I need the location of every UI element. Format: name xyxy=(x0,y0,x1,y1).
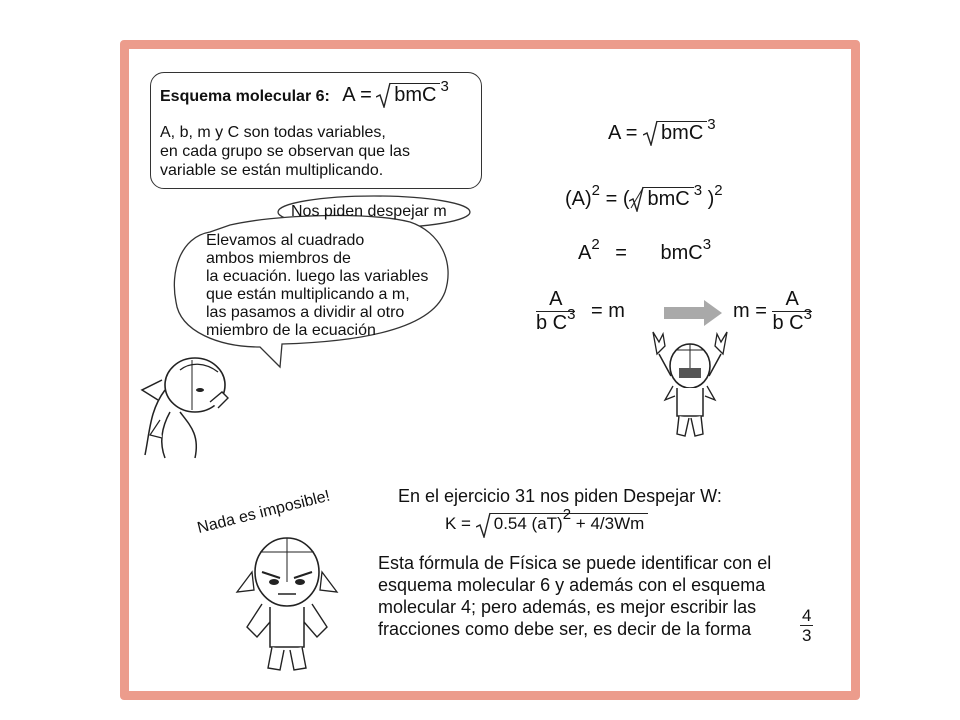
para-line-3: molecular 4; pero además, es mejor escribir las xyxy=(378,597,757,617)
k-exp: 2 xyxy=(562,506,572,523)
frac-num: 4 xyxy=(802,606,812,625)
bubble-line-1: Elevamos al cuadrado xyxy=(206,232,365,249)
step5-fraction xyxy=(772,288,811,335)
step5-den-exp: 3 xyxy=(803,306,812,323)
step4-den: b C xyxy=(536,312,568,334)
step3 xyxy=(578,236,712,265)
step4 xyxy=(536,288,625,335)
step2-close-exp: 2 xyxy=(714,182,723,199)
k-radicand: 0.54 (aT) xyxy=(493,514,563,533)
step1-lhs: A = xyxy=(608,122,638,144)
bubble-line-3: la ecuación. luego las variables xyxy=(206,268,429,285)
step1 xyxy=(608,116,716,145)
exercise-paragraph xyxy=(378,552,771,640)
step3-a-exp: 2 xyxy=(591,236,600,253)
step2-close: ) xyxy=(707,188,715,210)
step2-root xyxy=(629,182,703,211)
para-line-1: Esta fórmula de Física se puede identificar con el xyxy=(378,553,772,573)
step3-rhs-exp: 3 xyxy=(702,236,712,253)
scheme-line-3: variable se están multiplicando. xyxy=(160,162,384,179)
bubble-big-text xyxy=(206,232,428,340)
character-determined-illustration xyxy=(232,532,342,672)
step1-root xyxy=(643,116,716,145)
step3-rhs: bmC xyxy=(660,242,703,264)
scheme-line-2: en cada grupo se observan que las xyxy=(160,143,410,160)
character-cheering-illustration xyxy=(645,328,735,443)
k-formula xyxy=(445,506,648,534)
exercise-intro: En el ejercicio 31 nos piden Despejar W: xyxy=(398,486,722,506)
step4-fraction xyxy=(536,288,575,335)
k-rest: + 4/3Wm xyxy=(575,514,645,533)
step5 xyxy=(733,288,812,335)
k-lhs: K = xyxy=(445,514,471,533)
character-thinking-illustration xyxy=(140,350,240,460)
step3-a: A xyxy=(578,242,592,264)
scheme-formula-root xyxy=(376,78,449,107)
bubble-line-6: miembro de la ecuación xyxy=(206,322,376,339)
k-root xyxy=(476,506,649,534)
step5-num: A xyxy=(772,288,811,312)
step2-radicand: bmC xyxy=(643,187,693,210)
bubble-line-4: que están multiplicando a m, xyxy=(206,286,410,303)
para-line-2: esquema molecular 6 y además con el esquema xyxy=(378,575,766,595)
step2-a-exp: 2 xyxy=(591,182,601,199)
step3-eq: = xyxy=(615,242,627,264)
step4-num: A xyxy=(536,288,575,312)
bubble-small-text: Nos piden despejar m xyxy=(291,203,447,220)
scheme-title-row xyxy=(160,78,449,107)
step4-eq: = m xyxy=(591,299,625,322)
step5-den: b C xyxy=(772,312,804,334)
step2 xyxy=(565,182,723,211)
step4-den-exp: 3 xyxy=(567,306,576,323)
step2-rad-exp: 3 xyxy=(693,182,703,199)
step1-exp: 3 xyxy=(707,116,716,133)
scheme-formula-radicand: bmC xyxy=(390,83,440,106)
bubble-line-5: las pasamos a dividir al otro xyxy=(206,304,405,321)
nada-caption: Nada es imposible! xyxy=(195,487,332,538)
scheme-formula-lhs: A = xyxy=(342,84,372,106)
para-line-4: fracciones como debe ser, es decir de la forma xyxy=(378,619,752,639)
frac-den: 3 xyxy=(802,626,812,645)
scheme-title: Esquema molecular 6: xyxy=(160,88,330,105)
arrow-right-icon xyxy=(664,300,724,326)
k-radicand-main xyxy=(490,506,649,533)
step5-lhs: m = xyxy=(733,299,767,322)
bubble-line-2: ambos miembros de xyxy=(206,250,351,267)
step2-eq: = ( xyxy=(605,188,630,210)
scheme-formula-exp: 3 xyxy=(440,78,449,95)
step1-radicand: bmC xyxy=(657,121,707,144)
scheme-line-1: A, b, m y C son todas variables, xyxy=(160,124,386,141)
step2-a: (A) xyxy=(565,188,592,210)
four-thirds-fraction xyxy=(800,606,813,645)
